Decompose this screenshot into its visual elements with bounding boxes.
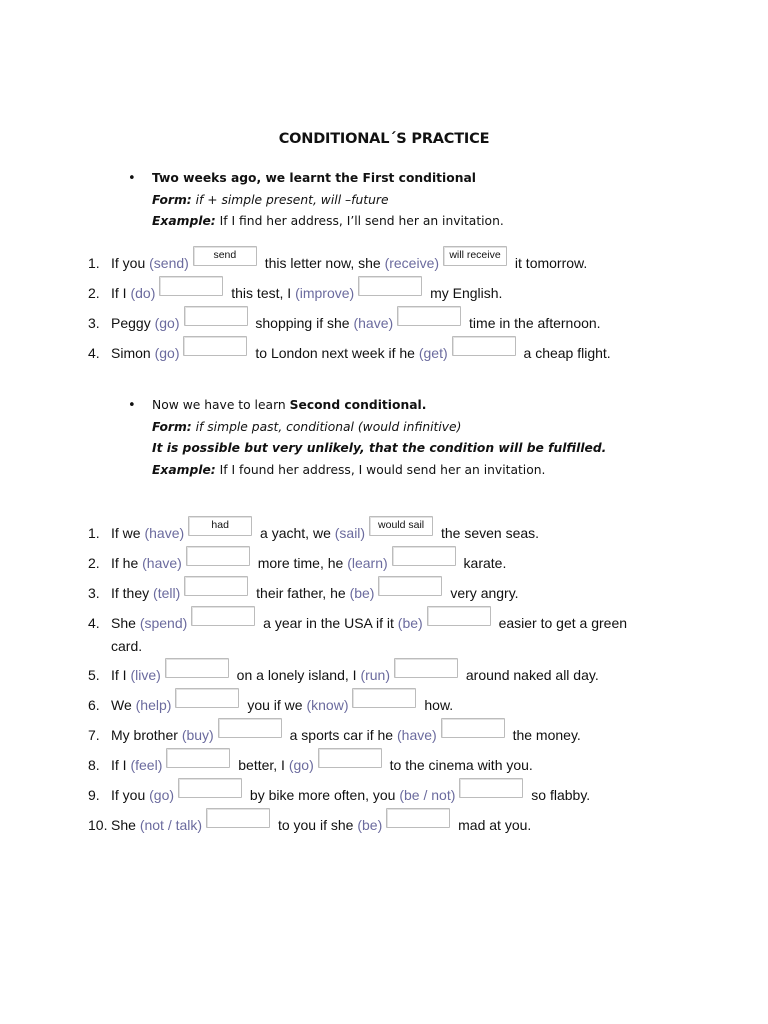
answer-input[interactable]: had bbox=[188, 516, 252, 536]
exercise-item: 4. Simon (go) to London next week if he (get) a cheap flight. bbox=[88, 336, 688, 366]
answer-input[interactable] bbox=[352, 688, 416, 708]
answer-input[interactable] bbox=[166, 748, 230, 768]
bullet-icon: • bbox=[128, 171, 136, 186]
answer-input[interactable] bbox=[191, 606, 255, 626]
exercise-item: 2. If I (do) this test, I (improve) my English. bbox=[88, 276, 688, 306]
answer-input[interactable] bbox=[358, 276, 422, 296]
answer-input[interactable] bbox=[206, 808, 270, 828]
exercise-item: 9. If you (go) by bike more often, you (be / not) so flabby. bbox=[88, 778, 688, 808]
exercise-item: 8. If I (feel) better, I (go) to the cinema with you. bbox=[88, 748, 688, 778]
first-conditional-exercises bbox=[88, 246, 688, 366]
answer-input[interactable] bbox=[218, 718, 282, 738]
section-first-conditional-intro bbox=[128, 168, 504, 233]
answer-input[interactable] bbox=[459, 778, 523, 798]
answer-input[interactable] bbox=[184, 576, 248, 596]
exercise-item: 3. If they (tell) their father, he (be) very angry. bbox=[88, 576, 688, 606]
exercise-item: 7. My brother (buy) a sports car if he (have) the money. bbox=[88, 718, 688, 748]
answer-input[interactable] bbox=[178, 778, 242, 798]
answer-input[interactable] bbox=[452, 336, 516, 356]
exercise-item: 1. If we (have) had a yacht, we (sail) would sail the seven seas. bbox=[88, 516, 688, 546]
answer-input[interactable] bbox=[318, 748, 382, 768]
note-line: It is possible but very unlikely, that the condition will be fulfilled. bbox=[152, 441, 607, 456]
section-heading: Two weeks ago, we learnt the First conditional bbox=[152, 171, 476, 185]
exercise-item: 10. She (not / talk) to you if she (be) mad at you. bbox=[88, 808, 688, 838]
bullet-icon: • bbox=[128, 398, 136, 413]
exercise-item: 5. If I (live) on a lonely island, I (run) around naked all day. bbox=[88, 658, 688, 688]
answer-input[interactable] bbox=[378, 576, 442, 596]
exercise-item: 2. If he (have) more time, he (learn) karate. bbox=[88, 546, 688, 576]
answer-input[interactable] bbox=[159, 276, 223, 296]
exercise-item: 4. She (spend) a year in the USA if it (be) easier to get a green card. bbox=[88, 606, 688, 658]
page-title: CONDITIONAL´S PRACTICE bbox=[278, 131, 490, 147]
answer-input[interactable] bbox=[427, 606, 491, 626]
answer-input[interactable] bbox=[165, 658, 229, 678]
answer-input[interactable]: send bbox=[193, 246, 257, 266]
second-conditional-exercises bbox=[88, 516, 688, 838]
answer-input[interactable] bbox=[175, 688, 239, 708]
answer-input[interactable]: will receive bbox=[443, 246, 507, 266]
answer-input[interactable] bbox=[184, 306, 248, 326]
exercise-item: 3. Peggy (go) shopping if she (have) time in the afternoon. bbox=[88, 306, 688, 336]
section-heading: Now we have to learn Second conditional. bbox=[152, 398, 427, 412]
example-line: Example: If I found her address, I would send her an invitation. bbox=[152, 462, 546, 477]
answer-input[interactable] bbox=[186, 546, 250, 566]
answer-input[interactable] bbox=[183, 336, 247, 356]
example-line: Example: If I find her address, I’ll send her an invitation. bbox=[152, 214, 504, 229]
exercise-item: 1. If you (send) send this letter now, she (receive) will receive it tomorrow. bbox=[88, 246, 688, 276]
answer-input[interactable]: would sail bbox=[369, 516, 433, 536]
answer-input[interactable] bbox=[392, 546, 456, 566]
exercise-item: 6. We (help) you if we (know) how. bbox=[88, 688, 688, 718]
form-line: Form: if + simple present, will –future bbox=[152, 192, 389, 207]
section-second-conditional-intro bbox=[128, 395, 606, 481]
form-line: Form: if simple past, conditional (would infinitive) bbox=[152, 419, 462, 434]
answer-input[interactable] bbox=[397, 306, 461, 326]
answer-input[interactable] bbox=[441, 718, 505, 738]
answer-input[interactable] bbox=[386, 808, 450, 828]
answer-input[interactable] bbox=[394, 658, 458, 678]
